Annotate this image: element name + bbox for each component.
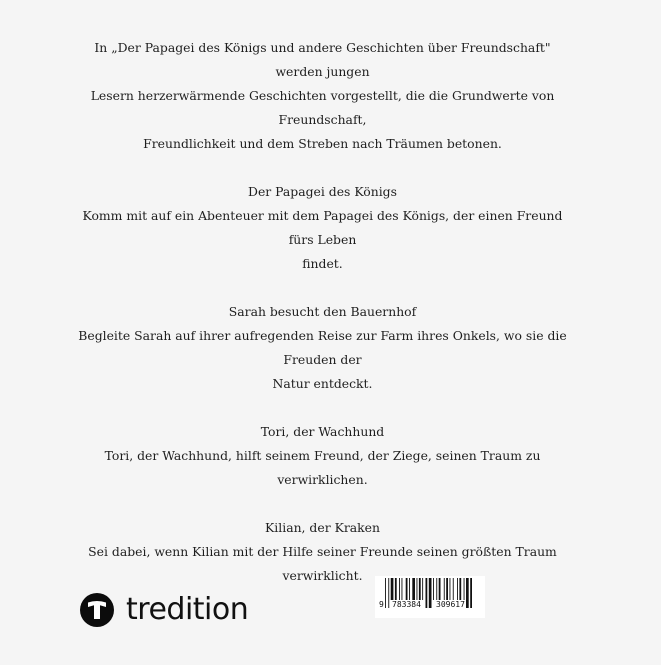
story-kilian <box>70 516 575 588</box>
story-title: Der Papagei des Königs <box>248 184 397 199</box>
barcode-bar <box>439 578 441 600</box>
barcode-bar <box>409 578 410 600</box>
barcode-bar <box>395 578 397 600</box>
intro-line: Freundlichkeit und dem Streben nach Träumen betonen. <box>143 136 502 151</box>
story-line: Begleite Sarah auf ihrer aufregenden Reise zur Farm ihres Onkels, wo sie die Freuden der <box>78 328 567 367</box>
barcode-bar <box>412 578 415 600</box>
barcode-bar <box>453 578 454 600</box>
barcode-bar <box>429 578 432 608</box>
story-line: Tori, der Wachhund, hilft seinem Freund, der Ziege, seinen Traum zu verwirklichen. <box>104 448 541 487</box>
barcode-bar <box>385 578 386 608</box>
barcode-bars <box>375 576 485 618</box>
barcode-bar <box>391 578 394 600</box>
story-title: Kilian, der Kraken <box>265 520 380 535</box>
story-title: Tori, der Wachhund <box>260 424 385 439</box>
barcode-bar <box>446 578 448 600</box>
publisher-logo <box>80 591 248 629</box>
barcode-bar <box>464 578 465 600</box>
barcode-bar <box>422 578 423 600</box>
barcode-bar <box>433 578 434 600</box>
barcode-bar <box>457 578 458 600</box>
story-line: Natur entdeckt. <box>272 376 373 391</box>
barcode-bar <box>419 578 421 600</box>
barcode-bar <box>466 578 469 608</box>
barcode-bar <box>450 578 451 600</box>
barcode-bar <box>470 578 472 608</box>
story-line: findet. <box>302 256 343 271</box>
barcode-bar <box>406 578 408 600</box>
story-parrot <box>70 180 575 276</box>
story-title: Sarah besucht den Bauernhof <box>228 304 417 319</box>
story-line: Komm mit auf ein Abenteuer mit dem Papagei des Königs, der einen Freund fürs Leben <box>82 208 563 247</box>
barcode-bar <box>444 578 445 600</box>
barcode-bar <box>417 578 418 600</box>
barcode-bar <box>402 578 403 600</box>
barcode-bar <box>426 578 428 608</box>
barcode-bar <box>459 578 461 600</box>
isbn-barcode <box>375 576 485 618</box>
intro-line: In „Der Papagei des Königs und andere Geschichten über Freundschaft" werden jungen <box>94 40 551 79</box>
intro-line: Lesern herzerwärmende Geschichten vorgestellt, die die Grundwerte von Freundschaft, <box>90 88 555 127</box>
tredition-logo-icon <box>80 593 114 627</box>
barcode-digit-first: 9 <box>379 600 384 609</box>
intro-paragraph <box>70 36 575 156</box>
barcode-bar <box>388 578 389 608</box>
story-line: Sei dabei, wenn Kilian mit der Hilfe seiner Freunde seinen größten Traum verwirklicht. <box>88 544 557 583</box>
story-sarah <box>70 300 575 396</box>
story-tori <box>70 420 575 492</box>
barcode-digits-group2: 309617 <box>436 600 465 609</box>
barcode-bar <box>436 578 437 600</box>
barcode-digits-group1: 783384 <box>392 600 421 609</box>
publisher-name: tredition <box>126 592 249 627</box>
back-cover-text <box>70 36 575 612</box>
barcode-bar <box>399 578 400 600</box>
